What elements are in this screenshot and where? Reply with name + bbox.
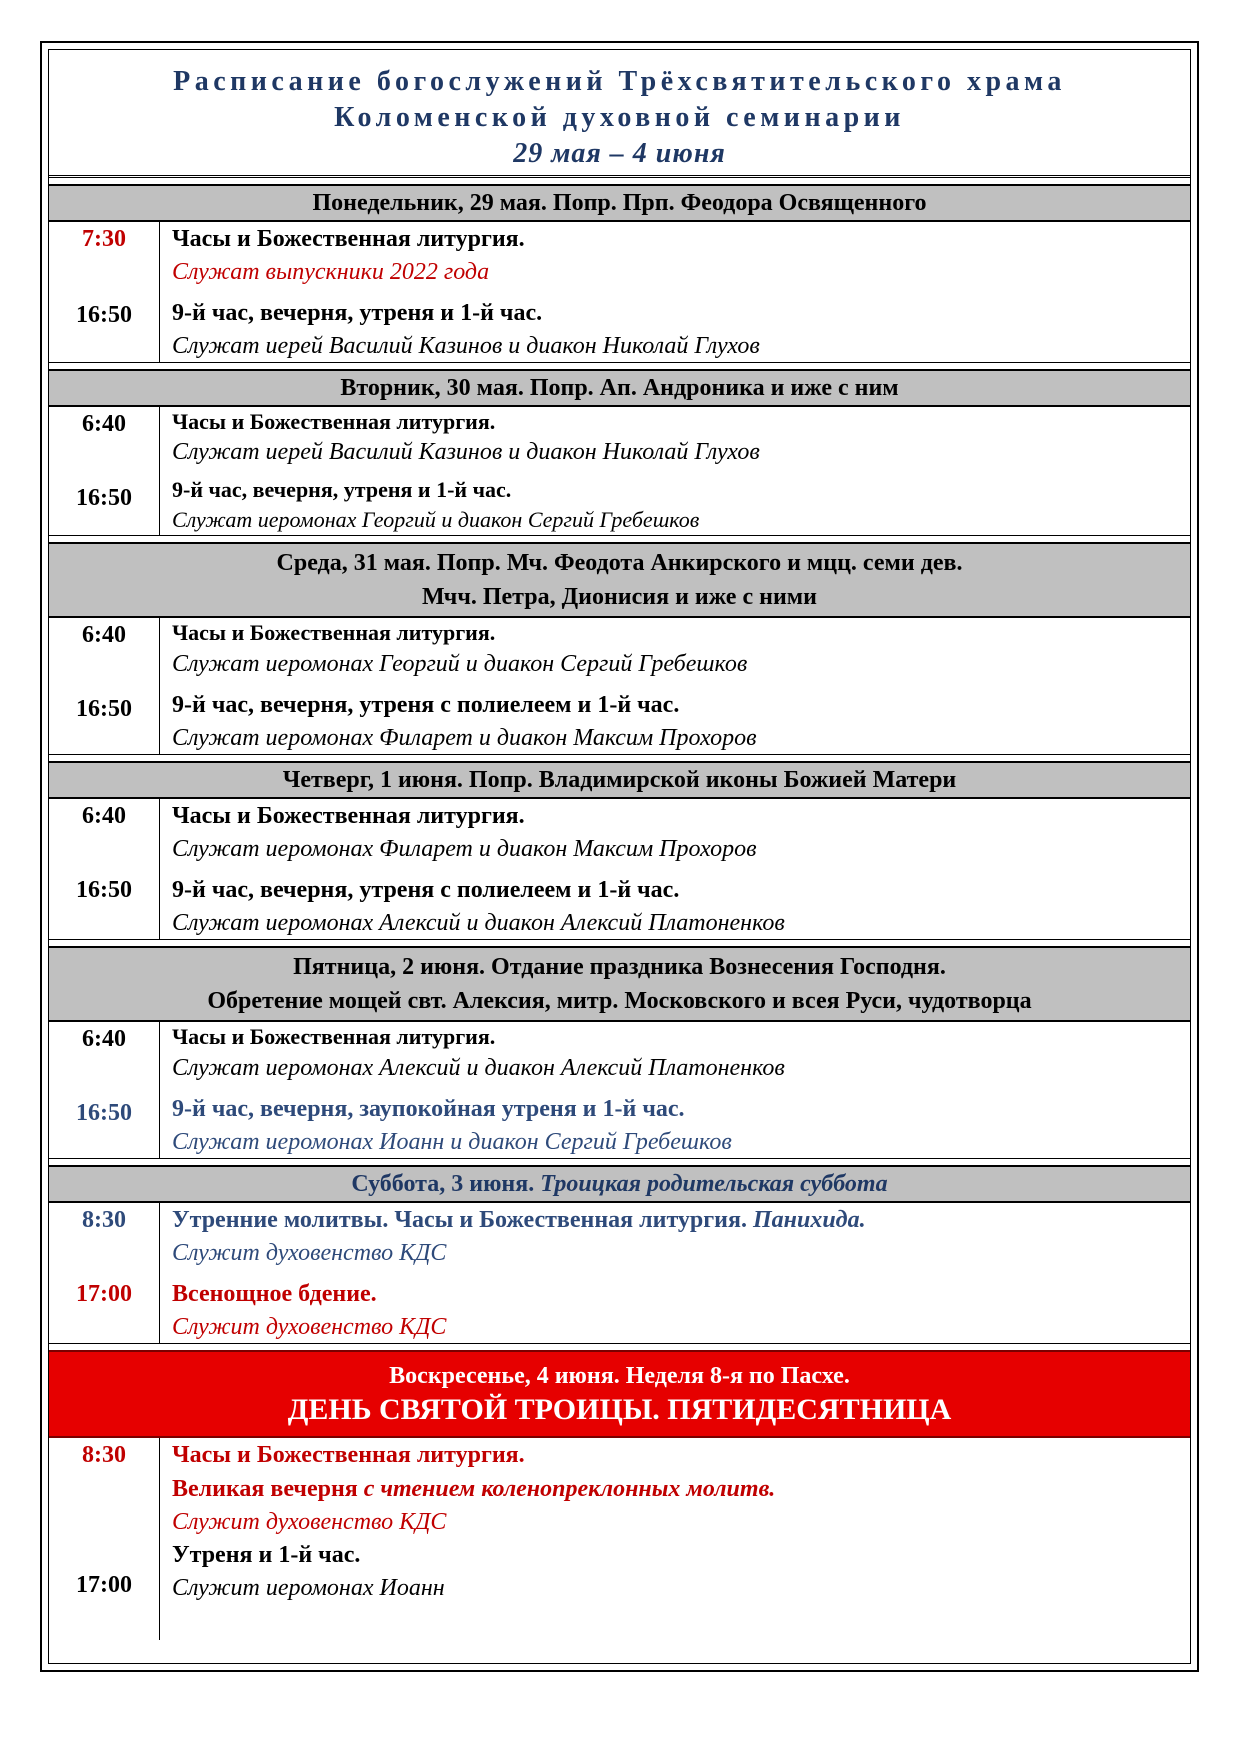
service-title: Часы и Божественная литургия. xyxy=(172,620,496,645)
service-clergy: Служат иеромонах Иоанн и диакон Сергий Гребешков xyxy=(172,1129,732,1155)
day-heading-line2: Обретение мощей свт. Алексия, митр. Московского и всея Руси, чудотворца xyxy=(207,988,1032,1014)
service-clergy: Служат иеромонах Георгий и диакон Сергий Гребешков xyxy=(172,507,700,532)
service-column xyxy=(160,1438,1190,1640)
service-title: Часы и Божественная литургия. xyxy=(172,226,525,252)
day-body-monday xyxy=(49,222,1190,363)
service-clergy: Служат выпускники 2022 года xyxy=(172,259,490,285)
service-title: 9-й час, вечерня, заупокойная утреня и 1-й час. xyxy=(172,1096,685,1122)
service-time: 7:30 xyxy=(82,226,126,252)
page-frame xyxy=(40,41,1199,1672)
day-heading-wednesday xyxy=(49,542,1190,618)
schedule-header xyxy=(49,50,1190,178)
time-column xyxy=(49,1438,160,1640)
day-heading-saturday xyxy=(49,1165,1190,1203)
service-title: Часы и Божественная литургия. xyxy=(172,1024,496,1049)
service-title: 9-й час, вечерня, утреня с полиелеем и 1-й час. xyxy=(172,877,680,903)
service-clergy: Служит иеромонах Иоанн xyxy=(172,1575,445,1601)
service-title: Всенощное бдение. xyxy=(172,1281,377,1307)
header-title-line1: Расписание богослужений Трёхсвятительского храма xyxy=(173,66,1066,97)
service-time: 17:00 xyxy=(76,1572,132,1598)
service-time: 6:40 xyxy=(82,622,126,648)
header-dates: 29 мая – 4 июня xyxy=(513,138,726,169)
service-title xyxy=(172,1203,1190,1237)
service-clergy: Служат иерей Василий Казинов и диакон Николай Глухов xyxy=(172,333,760,359)
service-column xyxy=(160,1203,1190,1343)
day-body-tuesday xyxy=(49,407,1190,536)
day-heading-thursday: Четверг, 1 июня. Попр. Владимирской иконы Божией Матери xyxy=(49,761,1190,799)
service-title-text: Утренние молитвы. Часы и Божественная литургия. xyxy=(172,1207,747,1233)
day-body-saturday xyxy=(49,1203,1190,1344)
day-heading-line1: Пятница, 2 июня. Отдание праздника Вознесения Господня. xyxy=(293,954,946,980)
service-clergy: Служат иеромонах Георгий и диакон Сергий Гребешков xyxy=(172,651,748,677)
day-heading-line2: Мчч. Петра, Дионисия и иже с ними xyxy=(422,584,817,610)
header-title-line2: Коломенской духовной семинарии xyxy=(334,102,905,133)
service-time: 17:00 xyxy=(76,1281,132,1307)
day-heading-line1: Воскресенье, 4 июня. Неделя 8-я по Пасхе. xyxy=(389,1363,850,1389)
day-heading-date: Суббота, 3 июня. xyxy=(351,1171,535,1197)
time-column xyxy=(49,407,160,535)
service-title: Часы и Божественная литургия. xyxy=(172,409,496,434)
service-time: 8:30 xyxy=(82,1207,126,1233)
service-clergy: Служат иеромонах Филарет и диакон Максим Прохоров xyxy=(172,725,757,751)
day-body-friday xyxy=(49,1022,1190,1159)
schedule-table xyxy=(48,49,1191,1664)
service-time: 6:40 xyxy=(82,803,126,829)
service-clergy: Служит духовенство КДС xyxy=(172,1314,447,1340)
time-column xyxy=(49,222,160,362)
day-body-thursday xyxy=(49,799,1190,940)
day-heading-tuesday: Вторник, 30 мая. Попр. Ап. Андроника и иже с ним xyxy=(49,369,1190,407)
service-title: Утреня и 1-й час. xyxy=(172,1542,361,1568)
service-time: 8:30 xyxy=(82,1442,126,1468)
service-title-memorial: Панихида. xyxy=(752,1207,866,1233)
time-column xyxy=(49,1022,160,1158)
service-column xyxy=(160,222,1190,362)
day-heading-sunday xyxy=(49,1350,1190,1438)
day-heading-feast: Троицкая родительская суббота xyxy=(540,1171,888,1197)
service-title: Часы и Божественная литургия. xyxy=(172,1442,525,1468)
service-time: 16:50 xyxy=(76,485,132,511)
service-clergy: Служат иеромонах Филарет и диакон Максим Прохоров xyxy=(172,836,757,862)
day-body-wednesday xyxy=(49,618,1190,755)
service-clergy: Служит духовенство КДС xyxy=(172,1509,447,1535)
service-time: 16:50 xyxy=(76,696,132,722)
service-title: 9-й час, вечерня, утреня и 1-й час. xyxy=(172,477,512,502)
service-clergy: Служат иеромонах Алексий и диакон Алексий Платоненков xyxy=(172,910,785,936)
service-column xyxy=(160,407,1190,535)
service-time: 6:40 xyxy=(82,1026,126,1052)
service-clergy: Служит духовенство КДС xyxy=(172,1240,447,1266)
service-time: 16:50 xyxy=(76,877,132,903)
service-title: Часы и Божественная литургия. xyxy=(172,803,525,829)
service-clergy: Служат иерей Василий Казинов и диакон Николай Глухов xyxy=(172,439,760,465)
day-heading-friday xyxy=(49,946,1190,1022)
service-title-kneeling: с чтением коленопреклонных молитв. xyxy=(363,1476,776,1502)
day-body-sunday xyxy=(49,1438,1190,1640)
day-heading-monday: Понедельник, 29 мая. Попр. Прп. Феодора Освященного xyxy=(49,184,1190,222)
time-column xyxy=(49,799,160,939)
time-column xyxy=(49,618,160,754)
service-column xyxy=(160,799,1190,939)
time-column xyxy=(49,1203,160,1343)
service-column xyxy=(160,1022,1190,1158)
service-title-text: Великая вечерня xyxy=(172,1476,358,1502)
service-title: 9-й час, вечерня, утреня и 1-й час. xyxy=(172,300,543,326)
service-title: 9-й час, вечерня, утреня с полиелеем и 1-й час. xyxy=(172,692,680,718)
service-time: 16:50 xyxy=(76,302,132,328)
day-heading-feast-title: ДЕНЬ СВЯТОЙ ТРОИЦЫ. ПЯТИДЕСЯТНИЦА xyxy=(287,1393,952,1426)
service-column xyxy=(160,618,1190,754)
service-title-vespers xyxy=(172,1472,1190,1506)
service-time: 6:40 xyxy=(82,411,126,437)
service-time: 16:50 xyxy=(76,1100,132,1126)
day-heading-line1: Среда, 31 мая. Попр. Мч. Феодота Анкирского и мцц. семи дев. xyxy=(276,550,963,576)
service-clergy: Служат иеромонах Алексий и диакон Алексий Платоненков xyxy=(172,1055,785,1081)
